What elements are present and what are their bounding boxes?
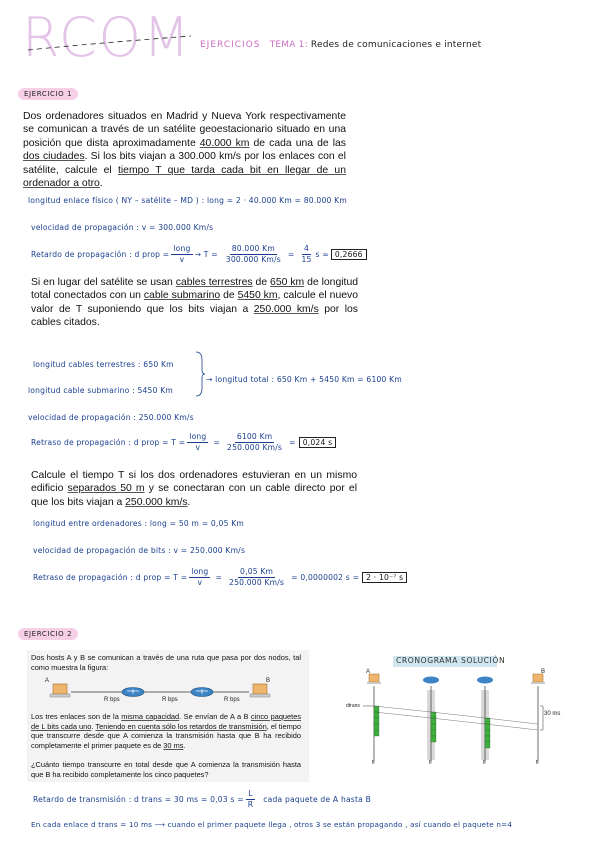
p2-speed: 250.000 km/s: [253, 303, 319, 315]
host-a-icon: [50, 684, 70, 697]
p3-text-a: Calcule el tiempo T si los dos ordenadores estuvieran en un mismo edificio: [31, 470, 357, 495]
crono-time-r1: t: [429, 760, 431, 766]
p2-text-g: de: [220, 290, 238, 302]
crono-router-1-icon: [423, 677, 439, 684]
figure-link3-label: R bps: [224, 697, 240, 703]
fraction-4-15: $\frac{4}{15}$: [301, 244, 312, 264]
p1-text-e: . Si los bits viajan a 300.000 km/s por los enlaces con el satélite, calcule el: [23, 151, 346, 176]
crono-time-b: t: [536, 760, 538, 766]
network-figure: [31, 677, 301, 711]
p3-text-e: .: [187, 496, 191, 508]
ex2-per-link-delay: En cada enlace d trans = 10 ms ⟶ cuando el primer paquete llega , otros 3 se están propagando , así cuando el paquete n=4: [31, 820, 513, 829]
p2-text-a: Si en lugar del satélite se usan: [31, 277, 176, 288]
t2-e: .: [91, 721, 96, 731]
logo: RCOM: [22, 6, 192, 69]
ex1-propagation-delay-3: [33, 567, 407, 588]
ex1-bit-propagation-speed: velocidad de propagación de bits : v = 250.000 Km/s: [33, 546, 246, 555]
t2-a: Los tres enlaces son de la: [31, 712, 122, 721]
equals-sign-3: =: [289, 438, 296, 447]
crono-host-a-icon: [367, 674, 381, 684]
ex1-terrestrial-length: longitud cables terrestres : 650 Km: [33, 360, 174, 369]
crono-packet-lines: [374, 706, 538, 730]
ex1-propagation-speed: velocidad de propagación : v = 300.000 Km/s: [31, 223, 214, 232]
crono-30ms-bracket: [540, 706, 543, 730]
p1-question: tiempo T que tarda cada bit en llegar de un ordenador a otro: [23, 164, 346, 190]
p2-terrestrial-cables: cables terrestres: [175, 277, 253, 288]
fraction-values-2: $\frac{6100 Km}{250.000 Km/s}$: [227, 432, 283, 452]
t2-30ms: 30 ms: [163, 740, 184, 750]
t2-transmission-only: Teniendo en cuenta sólo los retardos de transmisión: [95, 721, 267, 731]
unit-approx: s ≈: [315, 250, 329, 259]
router-1-icon: [122, 688, 144, 697]
p1-text-c: de cada una de las: [249, 137, 346, 149]
router-2-icon: [191, 688, 213, 697]
crono-label-b: B: [541, 669, 546, 675]
result-box-2: 0,024 s: [299, 437, 337, 448]
exercise-1-paragraph-2: [31, 276, 358, 330]
crono-title: CRONOGRAMA SOLUCIÓN: [396, 656, 506, 665]
exercise-1-label: EJERCICIO 1: [18, 88, 78, 100]
fraction-long-v-3: $\frac{\text{long}}{v}$: [191, 567, 209, 587]
crono-packets-r2: [485, 718, 490, 748]
fraction-long-v: $\frac{\text{long}}{v}$: [173, 244, 191, 264]
p2-text-e: de longitud total conectados con un: [31, 277, 358, 302]
p2-submarine-cable: cable submarino: [143, 290, 221, 302]
ex1-propagation-speed-2: velocidad de propagación : 250.000 Km/s: [28, 413, 194, 422]
crono-host-b-icon: [531, 674, 545, 684]
tx-delay-note: cada paquete de A hasta B: [263, 795, 372, 804]
p1-cities: dos ciudades: [23, 151, 85, 163]
crono-router-2-icon: [477, 677, 493, 684]
exercise-2-intro: Dos hosts A y B se comunican a través de una ruta que pasa por dos nodos, tal como muestra la figura:: [31, 653, 301, 672]
p3-text-c: y se conectaran con un cable directo por el que los bits viajan a: [31, 483, 358, 508]
p1-text-g: .: [99, 178, 103, 190]
crono-time-a: t: [372, 760, 374, 766]
exercise-1-paragraph-1: [23, 110, 346, 190]
p1-text-a: Dos ordenadores situados en Madrid y Nueva York respectivamente se comunican a través de un satélite geoestacionario situado en una posición que dista aproximadamente: [23, 111, 346, 149]
delay-arrow: → T =: [194, 250, 218, 259]
fraction-l-r: $\frac{L}{R}$: [247, 789, 254, 809]
ex1-propagation-delay-2: [31, 432, 336, 453]
p1-distance: 40.000 km: [199, 137, 250, 149]
exercise-1-paragraph-3: [31, 469, 357, 509]
p3-distance: separados 50 m: [67, 483, 145, 495]
host-b-icon: [250, 684, 270, 697]
figure-label-b: B: [266, 678, 271, 684]
logo-dashed-arrow: [26, 30, 196, 54]
p2-submarine-length: 5450 km: [237, 290, 278, 302]
p2-terrestrial-length: 650 km: [270, 277, 305, 288]
crono-30ms-label: 30 ms: [544, 711, 561, 717]
tx-delay-label: Retardo de transmisión : d trans = 30 ms = 0,03 s =: [33, 795, 244, 804]
crono-time-r2: t: [483, 760, 485, 766]
ex1-total-length: → longitud total : 650 Km + 5450 Km = 6100 Km: [206, 375, 402, 384]
crono-label-a: A: [366, 669, 371, 675]
title-theme: TEMA 1:: [269, 40, 308, 50]
result-box: 0,2666: [331, 249, 367, 260]
ex1-distance-between-computers: longitud entre ordenadores : long = 50 m = 0,05 Km: [33, 519, 244, 528]
crono-dtrans-label: dtrans: [346, 703, 360, 709]
exercise-2-question: ¿Cuánto tiempo transcurre en total desde que A comienza la transmisión hasta que B ha recibido completamente los cinco paquetes?: [31, 760, 301, 779]
t2-c: . Se envían de A a B: [179, 712, 251, 721]
p2-text-c: de: [252, 277, 271, 288]
ex1-submarine-length: longitud cable submarino : 5450 Km: [28, 386, 174, 395]
fraction-values: $\frac{80.000 Km}{300.000 Km/s}$: [225, 244, 281, 264]
equals-sign-4: =: [215, 573, 223, 582]
equals-sign-5: = 0,0000002 s =: [291, 573, 360, 582]
crono-diagram: [345, 668, 555, 768]
p2-text-k: por los cables citados.: [31, 303, 358, 329]
fraction-long-v-2: $\frac{\text{long}}{v}$: [189, 432, 207, 452]
t2-i: .: [183, 740, 186, 750]
crono-packets-a: [374, 706, 379, 736]
ex2-transmission-delay: [33, 789, 371, 810]
equals-sign: =: [287, 250, 295, 259]
crono-packets-r1: [431, 712, 436, 742]
result-box-3: 2 · 10⁻⁷ s: [362, 572, 407, 583]
exercise-2-conditions: [31, 712, 301, 750]
brace-icon: [194, 350, 206, 398]
delay-label-3: Retraso de propagación : d prop = T =: [33, 573, 188, 582]
exercise-2-label: EJERCICIO 2: [18, 628, 78, 640]
equals-sign-2: =: [213, 438, 221, 447]
ex1-propagation-delay: [31, 244, 367, 265]
fraction-values-3: $\frac{0,05 Km}{250.000 Km/s}$: [229, 567, 285, 587]
p2-text-i: , calcule el nuevo valor de T suponiendo que los bits viajan a: [31, 290, 358, 315]
t2-five-packets: cinco paquetes de L bits cada uno: [31, 712, 302, 731]
ex1-physical-link-length: longitud enlace físico ( NY – satélite – MD ) : long = 2 · 40.000 Km = 80.000 Km: [28, 196, 347, 205]
delay-label: Retardo de propagación : d prop =: [31, 250, 170, 259]
figure-link1-label: R bps: [104, 697, 120, 703]
title-prefix: EJERCICIOS: [200, 40, 261, 50]
t2-g: , el tiempo que transcurre desde que A comienza la transmisión hasta que B ha recibido completamente el primer paquete es de: [31, 721, 301, 750]
t2-same-capacity: misma capacidad: [121, 712, 180, 721]
figure-link2-label: R bps: [162, 697, 178, 703]
delay-label-2: Retraso de propagación : d prop = T =: [31, 438, 186, 447]
p3-speed: 250.000 km/s: [125, 496, 188, 508]
figure-label-a: A: [45, 678, 50, 684]
page-title: [200, 40, 481, 50]
title-subject: Redes de comunicaciones e internet: [310, 40, 482, 50]
